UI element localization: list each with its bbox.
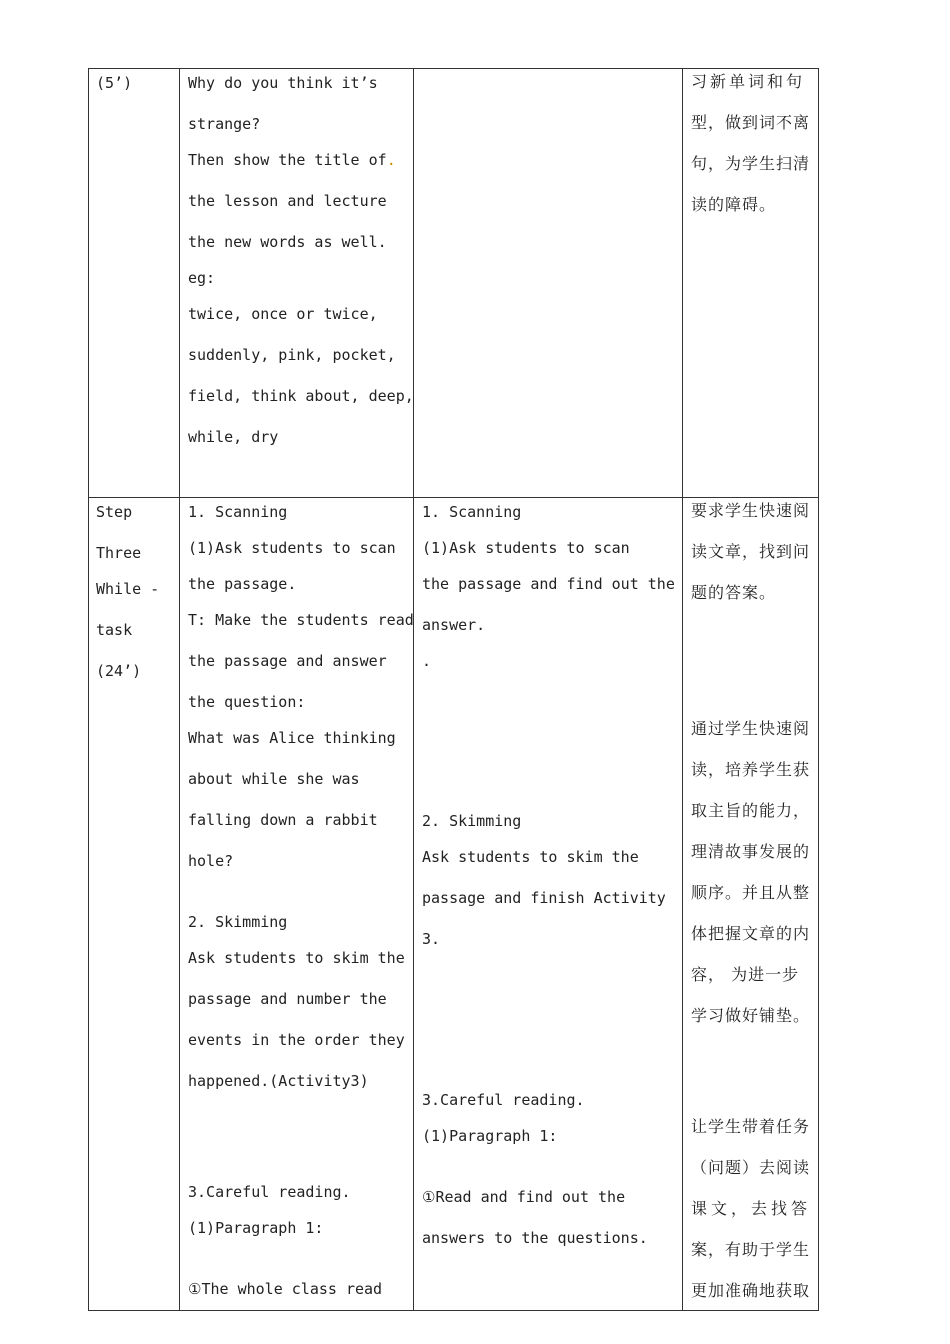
teacher-line: What was Alice thinking	[188, 729, 396, 747]
teacher-line: the passage and answer	[188, 652, 387, 670]
teacher-line: the new words as well.	[188, 233, 387, 251]
teacher-line: the question:	[188, 693, 306, 711]
student-line: .	[422, 652, 432, 670]
student-line: passage and finish Activity	[422, 889, 666, 907]
teacher-line: Then show the title of.	[188, 151, 396, 169]
student-line: Ask students to skim the	[422, 848, 639, 866]
purpose-line: 取主旨的能力，	[691, 801, 811, 820]
purpose-line: 型，做到词不离	[691, 113, 811, 132]
purpose-line: 习新单词和句	[691, 72, 806, 91]
step-time-cell: (5’)	[96, 74, 133, 92]
purpose-line: 读文章，找到问	[691, 542, 811, 561]
student-line: 2. Skimming	[422, 812, 522, 830]
table-border-left	[88, 68, 89, 1311]
purpose-line: 课文，去找答	[691, 1199, 812, 1218]
student-line: answers to the questions.	[422, 1229, 648, 1247]
teacher-line: the lesson and lecture	[188, 192, 387, 210]
teacher-line: Why do you think it’s	[188, 74, 378, 92]
teacher-line: 2. Skimming	[188, 913, 288, 931]
table-divider-2	[413, 68, 414, 1311]
table-border-bottom	[88, 1310, 819, 1311]
purpose-line: 理清故事发展的	[691, 842, 811, 861]
table-divider-1	[179, 68, 180, 1311]
row-divider	[88, 497, 819, 498]
student-line: 3.Careful reading.	[422, 1091, 585, 1109]
step-label: Step	[96, 503, 133, 521]
step-time: (24’)	[96, 662, 142, 680]
purpose-line: 让学生带着任务	[691, 1117, 811, 1136]
orange-mark: .	[386, 151, 396, 169]
teacher-line: hole?	[188, 852, 234, 870]
table-divider-3	[682, 68, 683, 1311]
purpose-line: 顺序。并且从整	[691, 883, 811, 902]
student-line: 1. Scanning	[422, 503, 522, 521]
teacher-line: 1. Scanning	[188, 503, 288, 521]
purpose-line: 读的障碍。	[691, 195, 777, 214]
step-label: task	[96, 621, 133, 639]
student-line: ①Read and find out the	[422, 1188, 626, 1206]
teacher-line: field, think about, deep,	[188, 387, 414, 405]
student-line: (1)Paragraph 1:	[422, 1127, 558, 1145]
purpose-line: 案，有助于学生	[691, 1240, 811, 1259]
purpose-line: 更加准确地获取	[691, 1281, 811, 1300]
student-line: answer.	[422, 616, 486, 634]
teacher-line: suddenly, pink, pocket,	[188, 346, 396, 364]
teacher-line: happened.(Activity3)	[188, 1072, 369, 1090]
student-line: (1)Ask students to scan	[422, 539, 630, 557]
purpose-line: 学习做好铺垫。	[691, 1006, 811, 1025]
step-label: While -	[96, 580, 160, 598]
teacher-line: eg:	[188, 269, 216, 287]
purpose-line: 容， 为进一步	[691, 965, 800, 984]
teacher-line: while, dry	[188, 428, 279, 446]
teacher-line: passage and number the	[188, 990, 387, 1008]
teacher-line: ①The whole class read	[188, 1280, 383, 1298]
teacher-line: strange?	[188, 115, 261, 133]
student-line: the passage and find out the	[422, 575, 675, 593]
step-label: Three	[96, 544, 142, 562]
teacher-line: T: Make the students read	[188, 611, 414, 629]
teacher-line: (1)Paragraph 1:	[188, 1219, 324, 1237]
teacher-line: 3.Careful reading.	[188, 1183, 351, 1201]
teacher-line: events in the order they	[188, 1031, 405, 1049]
teacher-line: the passage.	[188, 575, 297, 593]
teacher-line: twice, once or twice,	[188, 305, 378, 323]
teacher-line: (1)Ask students to scan	[188, 539, 396, 557]
table-border-right	[818, 68, 819, 1311]
purpose-line: 通过学生快速阅	[691, 719, 811, 738]
teacher-line: falling down a rabbit	[188, 811, 378, 829]
purpose-line: 题的答案。	[691, 583, 777, 602]
table-border-top	[88, 68, 819, 69]
purpose-line: 要求学生快速阅	[691, 501, 811, 520]
teacher-line: about while she was	[188, 770, 360, 788]
purpose-line: 体把握文章的内	[691, 924, 811, 943]
student-line: 3.	[422, 930, 441, 948]
teacher-line: Ask students to skim the	[188, 949, 405, 967]
purpose-line: （问题）去阅读	[691, 1158, 811, 1177]
purpose-line: 读，培养学生获	[691, 760, 811, 779]
purpose-line: 句，为学生扫清	[691, 154, 811, 173]
